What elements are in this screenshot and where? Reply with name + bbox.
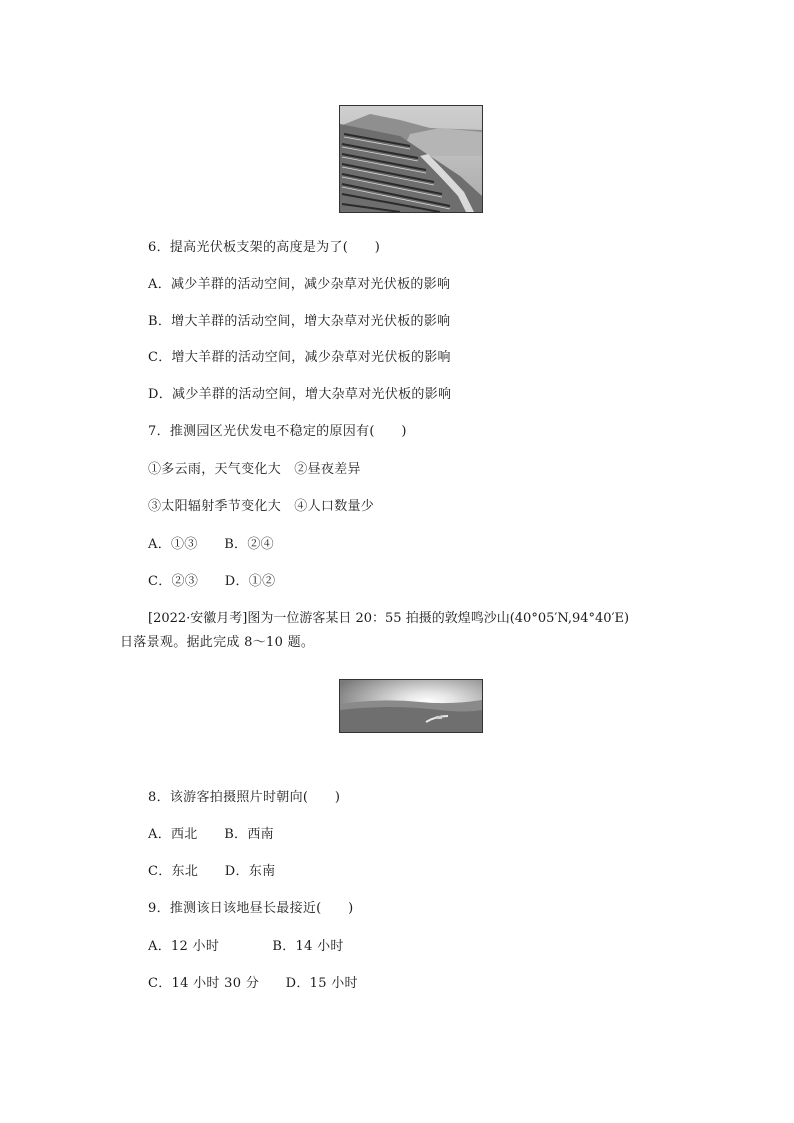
question-6-option-b: B．增大羊群的活动空间，增大杂草对光伏板的影响 <box>148 314 451 329</box>
question-9-stem: 9．推测该日该地昼长最接近( ) <box>148 901 354 916</box>
question-6-option-d: D．减少羊群的活动空间，增大杂草对光伏板的影响 <box>148 387 452 402</box>
question-8-stem: 8．该游客拍摄照片时朝向( ) <box>148 790 341 805</box>
question-9-options-1: A．12 小时 B．14 小时 <box>148 939 344 954</box>
passage-intro-line2: 日落景观。据此完成 8～10 题。 <box>120 635 315 650</box>
desert-sunset-photo <box>339 679 483 733</box>
question-6-stem: 6．提高光伏板支架的高度是为了( ) <box>148 240 381 255</box>
question-7-stem: 7．推测园区光伏发电不稳定的原因有( ) <box>148 424 407 439</box>
solar-panel-photo-icon <box>340 106 482 212</box>
question-7-items-2: ③太阳辐射季节变化大 ④人口数量少 <box>148 499 375 514</box>
passage-intro-line1: [2022·安徽月考]图为一位游客某日 20：55 拍摄的敦煌鸣沙山(40°05′N,94°40′E) <box>148 611 630 626</box>
question-7-options-1: A．①③ B．②④ <box>148 537 274 552</box>
question-7-options-2: C．②③ D．①② <box>148 574 276 589</box>
question-6-option-c: C．增大羊群的活动空间，减少杂草对光伏板的影响 <box>148 350 451 365</box>
question-6-option-a: A．减少羊群的活动空间，减少杂草对光伏板的影响 <box>148 277 451 292</box>
solar-panel-photo <box>339 105 483 213</box>
question-9-options-2: C．14 小时 30 分 D．15 小时 <box>148 976 358 991</box>
desert-sunset-photo-icon <box>340 680 482 732</box>
question-8-options-1: A．西北 B．西南 <box>148 827 274 842</box>
question-8-options-2: C．东北 D．东南 <box>148 864 276 879</box>
question-7-items-1: ①多云雨，天气变化大 ②昼夜差异 <box>148 462 361 477</box>
